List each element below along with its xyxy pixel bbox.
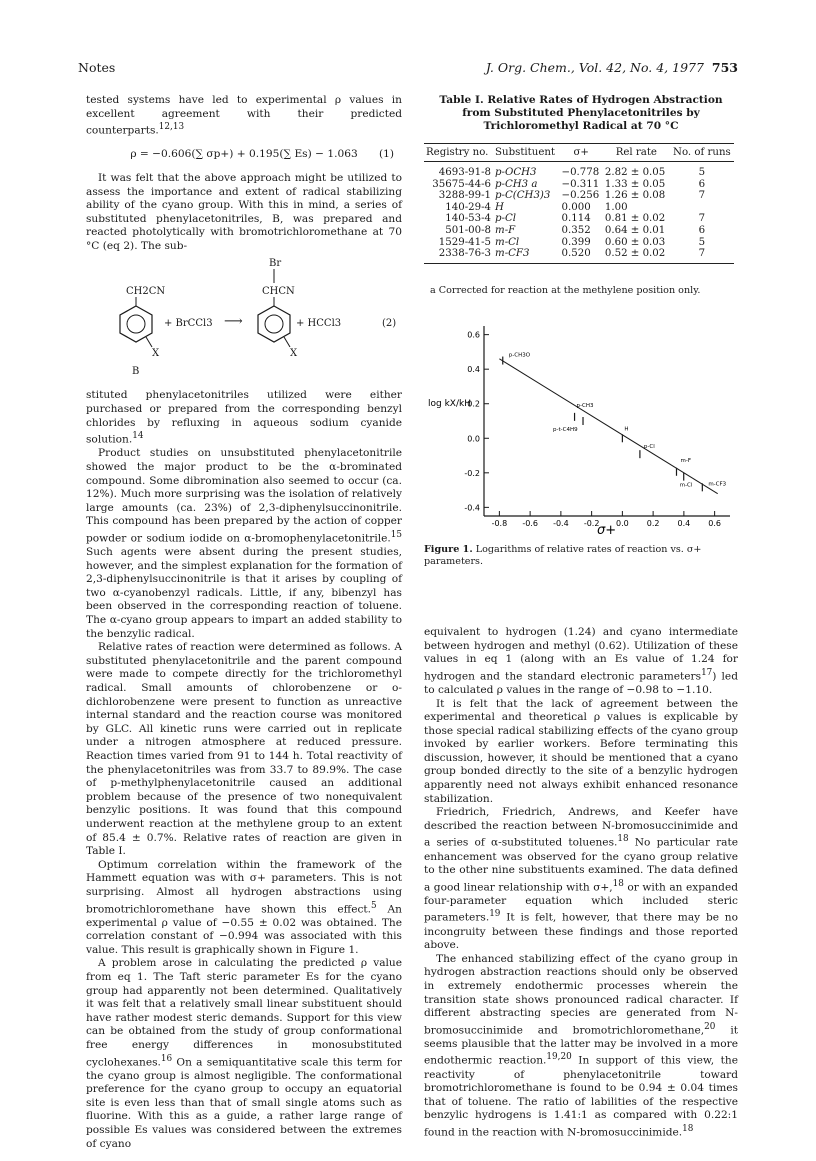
table-cell: 0.114 — [561, 213, 591, 225]
table-cell: 5 — [698, 236, 706, 248]
table-row — [424, 202, 734, 214]
table-cell: p-OCH3 — [495, 167, 537, 178]
left-column — [86, 94, 402, 1151]
table-1-title: Table I. Relative Rates of Hydrogen Abstraction from Substituted Phenylacetonitriles by Trichloromethyl Radical at 70 °C — [439, 94, 723, 132]
y-tick-label: -0.4 — [464, 503, 480, 513]
ref-superscript: 17 — [701, 667, 713, 678]
table-cell: 1.33 ± 0.05 — [604, 178, 666, 190]
table-cell: 501-00-8 — [445, 224, 492, 236]
reactant-substituent-x: X — [152, 348, 160, 360]
table-cell: 4693-91-8 — [438, 167, 492, 178]
equation-1-body: ρ = −0.606(∑ σp+) + 0.195(∑ Es) − 1.063 — [130, 148, 358, 161]
paragraph-5: Relative rates of reaction were determined as follows. A substituted phenylacetonitrile and the parent compound were made to compete directly for the trichloromethyl radical. Small amounts of chlorobenzene or o-dichlorobenzene were present to function as unreactive internal standard and the reaction course was monitored by GLC. All kinetic runs were carried out in replicate under a nitrogen atmosphere at reduced pressure. Reaction times varied from 91 to 144 h. Total reactivity of the phenylacetonitriles was from 33.7 to 89.9%. The case of p-methylphenylacetonitrile caused an additional problem because of the presence of two nonequivalent benzylic positions. It was found that this compound underwent reaction at the methylene group to an extent of 85.4 ± 0.7%. Relative rates of reaction are given in Table I. — [86, 641, 402, 858]
table-cell: 7 — [670, 248, 734, 263]
data-point-label: H — [624, 426, 629, 433]
ref-superscript: 12,13 — [158, 122, 185, 133]
table-cell: p-C(CH3)3 — [495, 190, 551, 202]
ref-superscript: 19 — [489, 909, 501, 920]
table-cell: 6 — [698, 224, 706, 236]
byproduct-label: + HCCl3 — [296, 318, 342, 330]
hammett-plot — [424, 320, 738, 538]
table-header-cell: Rel rate — [603, 144, 670, 162]
table-row — [424, 190, 734, 202]
reactant-benzene-ring — [116, 297, 156, 361]
table-cell — [670, 202, 734, 214]
y-tick-label: 0.0 — [467, 434, 480, 444]
x-axis-label: σ+ — [597, 523, 617, 538]
ref-superscript: 14 — [132, 431, 144, 442]
table-cell: 140-53-4 — [445, 213, 492, 225]
figure-1-caption — [424, 544, 738, 568]
equation-1-number: (1) — [378, 148, 394, 161]
table-1 — [424, 143, 734, 264]
paragraph-r3: Friedrich, Friedrich, Andrews, and Keefer have described the reaction between N-bromosuccinimide and a series of α-substituted toluenes.$^{18}$ No particular rate enhancement was observed for the cyano group relative to the other nine substituents examined. The data defined a good linear relationship with σ+,$^{18}$ or with an expanded four-parameter equation which included steric parameters.$^{19}$ It is felt, however, that there may be no incongruity between these findings and those reported above. — [424, 806, 738, 952]
table-cell: 1.26 ± 0.08 — [604, 190, 666, 202]
table-cell: m-CF3 — [493, 248, 560, 263]
ref-superscript: 15 — [390, 529, 402, 540]
table-cell: 0.64 ± 0.01 — [604, 224, 666, 236]
x-tick-label: -0.8 — [491, 519, 508, 528]
table-cell: 2.82 ± 0.05 — [604, 167, 666, 178]
x-tick-label: 0.6 — [708, 519, 721, 528]
data-point-label: p-CH3 — [576, 402, 594, 409]
right-column — [424, 626, 738, 1140]
running-head-journal — [486, 60, 738, 75]
paragraph-r1: equivalent to hydrogen (1.24) and cyano intermediate between hydrogen and methyl (0.62). Utilization of these values in eq 1 (along with an Es value of 1.24 for hydrogen and the standard electronic parameters$^{17}$) led to calculated ρ values in the range of −0.98 to −1.10. — [424, 626, 738, 696]
product-group-label: CHCN — [262, 286, 295, 298]
table-row — [424, 225, 734, 237]
table-cell: 35675-44-6 — [432, 178, 492, 190]
figure-caption-text: Logarithms of relative rates of reaction vs. σ+ parameters. — [424, 544, 702, 567]
table-header-cell: No. of runs — [670, 144, 734, 162]
x-tick-label: 0.4 — [677, 519, 691, 528]
table-cell: −0.778 — [561, 167, 600, 178]
table-cell: H — [495, 201, 504, 213]
y-tick-label: -0.2 — [464, 468, 480, 478]
table-header-cell: Substituent — [493, 144, 560, 162]
ref-superscript: 20 — [704, 1021, 716, 1032]
table-cell: 7 — [698, 190, 706, 202]
y-axis-label: log kX/kH — [428, 399, 471, 409]
table-row — [424, 179, 734, 191]
table-row — [424, 248, 734, 263]
table-cell: 0.000 — [561, 201, 591, 213]
table-cell: 1529-41-5 — [438, 236, 492, 248]
journal-citation: J. Org. Chem., Vol. 42, No. 4, 1977 — [485, 60, 704, 75]
data-point-label: m-CF3 — [708, 481, 727, 488]
product-br-label: Br — [269, 258, 282, 270]
y-tick-label: 0.4 — [467, 365, 480, 375]
paragraph-intro: tested systems have led to experimental ρ values in excellent agreement with their predicted counterparts.$^{12,13}$ — [86, 94, 402, 137]
table-row — [424, 162, 734, 179]
x-tick-label: 0.2 — [646, 519, 660, 528]
x-tick-label: -0.4 — [553, 519, 569, 528]
table-cell: 2338-76-3 — [424, 248, 493, 263]
equation-2-number: (2) — [382, 318, 397, 330]
table-cell: 5 — [698, 167, 706, 178]
paragraph-6: Optimum correlation within the framework of the Hammett equation was with σ+ parameters. This is not surprising. Almost all hydrogen abstractions using bromotrichloromethane have shown this effect.$^5$ An experimental ρ value of −0.55 ± 0.02 was obtained. The correlation constant of −0.994 was associated with this value. This result is graphically shown in Figure 1. — [86, 858, 402, 956]
product-benzene-ring — [254, 297, 294, 361]
ref-superscript: 18 — [612, 878, 624, 889]
figure-label: Figure 1. — [424, 544, 473, 555]
table-cell: 0.520 — [560, 248, 603, 263]
running-head-section: Notes — [78, 60, 116, 75]
data-point-label: m-Cl — [679, 482, 693, 489]
ref-superscript: 19,20 — [546, 1052, 572, 1063]
table-cell: 0.352 — [561, 224, 591, 236]
ref-superscript: 5 — [371, 900, 377, 911]
paragraph-4: Product studies on unsubstituted phenylacetonitrile showed the major product to be the α-brominated compound. Some dibromination also seemed to occur (ca. 12%). Much more surprising was the isolation of relatively large amounts (ca. 23%) of 2,3-diphenylsuccinonitrile. This compound has been prepared by the action of copper powder or sodium iodide on α-bromophenylacetonitrile.$^{15}$ Such agents were absent during the present studies, however, and the simplest explanation for the formation of 2,3-diphenylsuccinonitrile is that it arises by coupling of two α-cyanobenzyl radicals. Little, if any, bibenzyl has been observed in the corresponding reaction of toluene. The α-cyano group appears to impart an added stability to the benzylic radical. — [86, 447, 402, 640]
table-cell: −0.311 — [561, 178, 600, 190]
paragraph-r2: It is felt that the lack of agreement between the experimental and theoretical ρ values is explicable by those special radical stabilizing effects of the cyano group invoked by earlier workers. Before terminating this discussion, however, it should be mentioned that a cyano group bonded directly to the site of a benzylic hydrogen apparently need not always exhibit enhanced resonance stabilization. — [424, 697, 738, 805]
equation-1 — [86, 148, 402, 162]
table-cell: 0.52 ± 0.02 — [603, 248, 670, 263]
table-header-cell: Registry no. — [424, 144, 493, 162]
table-cell: p-Cl — [495, 213, 517, 225]
x-tick-label: -0.2 — [583, 519, 600, 528]
table-cell: −0.256 — [561, 190, 600, 202]
product-substituent-x: X — [290, 348, 298, 360]
ref-superscript: 18 — [682, 1123, 694, 1134]
y-tick-label: 0.2 — [467, 399, 480, 409]
table-cell: 0.399 — [561, 236, 591, 248]
paragraph-3: stituted phenylacetonitriles utilized were either purchased or prepared from the corresponding benzyl chlorides by refluxing in aqueous sodium cyanide solution.$^{14}$ — [86, 389, 402, 446]
table-row — [424, 237, 734, 249]
table-cell: p-CH3 a — [495, 178, 538, 190]
y-tick-label: 0.6 — [467, 330, 480, 340]
reaction-scheme — [86, 257, 402, 383]
product-bond-line — [272, 269, 276, 283]
data-point-label: p-t-C4H9 — [553, 427, 578, 433]
reactant-group-label: CH2CN — [126, 286, 166, 298]
table-cell: 3288-99-1 — [438, 190, 492, 202]
table-cell: 1.00 — [604, 201, 628, 213]
reaction-arrow: ⟶ — [224, 314, 243, 330]
figure-1 — [424, 320, 738, 542]
table-cell: m-Cl — [495, 236, 520, 248]
paragraph-7: A problem arose in calculating the predicted ρ value from eq 1. The Taft steric parameter Es for the cyano group had apparently not been determined. Qualitatively it was felt that a relatively small linear substituent should have rather modest steric demands. Support for this view can be obtained from the study of group conformational free energy differences in monosubstituted cyclohexanes.$^{16}$ On a semiquantitative scale this term for the cyano group is almost negligible. The conformational preference for the cyano group to occupy an equatorial site is even less than that of small single atoms such as fluorine. With this as a guide, a rather large range of possible Es values was considered between the extremes of cyano — [86, 957, 402, 1150]
data-point-label: p-Cl — [643, 444, 655, 451]
regression-line — [499, 359, 717, 494]
table-row — [424, 213, 734, 225]
x-tick-label: 0.0 — [616, 519, 629, 528]
data-point-label: m-F — [680, 457, 692, 464]
table-header-row — [424, 144, 734, 162]
table-cell: m-F — [495, 224, 516, 236]
table-1-footnote: a Corrected for reaction at the methylene position only. — [430, 285, 701, 296]
table-cell: 0.60 ± 0.03 — [604, 236, 666, 248]
data-point-label: p-CH3O — [508, 352, 531, 359]
table-cell: 6 — [698, 178, 706, 190]
paragraph-2: It was felt that the above approach might be utilized to assess the importance and extent of radical stabilizing ability of the cyano group. With this in mind, a series of substituted phenylacetonitriles, B, was prepared and reacted photolytically with bromotrichloromethane at 70 °C (eq 2). The sub- — [86, 171, 402, 252]
reagent-label: + BrCCl3 — [164, 318, 213, 330]
page-number: 753 — [711, 60, 738, 75]
table-cell: 0.81 ± 0.02 — [604, 213, 666, 225]
table-cell: 140-29-4 — [445, 201, 492, 213]
table-header-cell: σ+ — [560, 144, 603, 162]
ref-superscript: 16 — [160, 1053, 173, 1064]
x-tick-label: -0.6 — [522, 519, 538, 528]
paragraph-r4: The enhanced stabilizing effect of the cyano group in hydrogen abstraction reactions should only be observed in extremely endothermic processes wherein the transition state shows pronounced radical character. If different abstracting species are generated from N-bromosuccinimide and bromotrichloromethane,$^{20}$ it seems plausible that the latter may be involved in a more endothermic reaction.$^{19,20}$ In support of this view, the reactivity of phenylacetonitrile toward bromotrichloromethane is found to be 0.94 ± 0.04 times that of toluene. The ratio of labilities of the respective benzylic hydrogens is 1.41:1 as compared with 0.22:1 found in the reaction with N-bromosuccinimide.$^{18}$ — [424, 952, 738, 1139]
table-cell: 7 — [698, 213, 706, 225]
ref-superscript: 18 — [617, 834, 629, 845]
compound-b-label: B — [132, 366, 140, 378]
